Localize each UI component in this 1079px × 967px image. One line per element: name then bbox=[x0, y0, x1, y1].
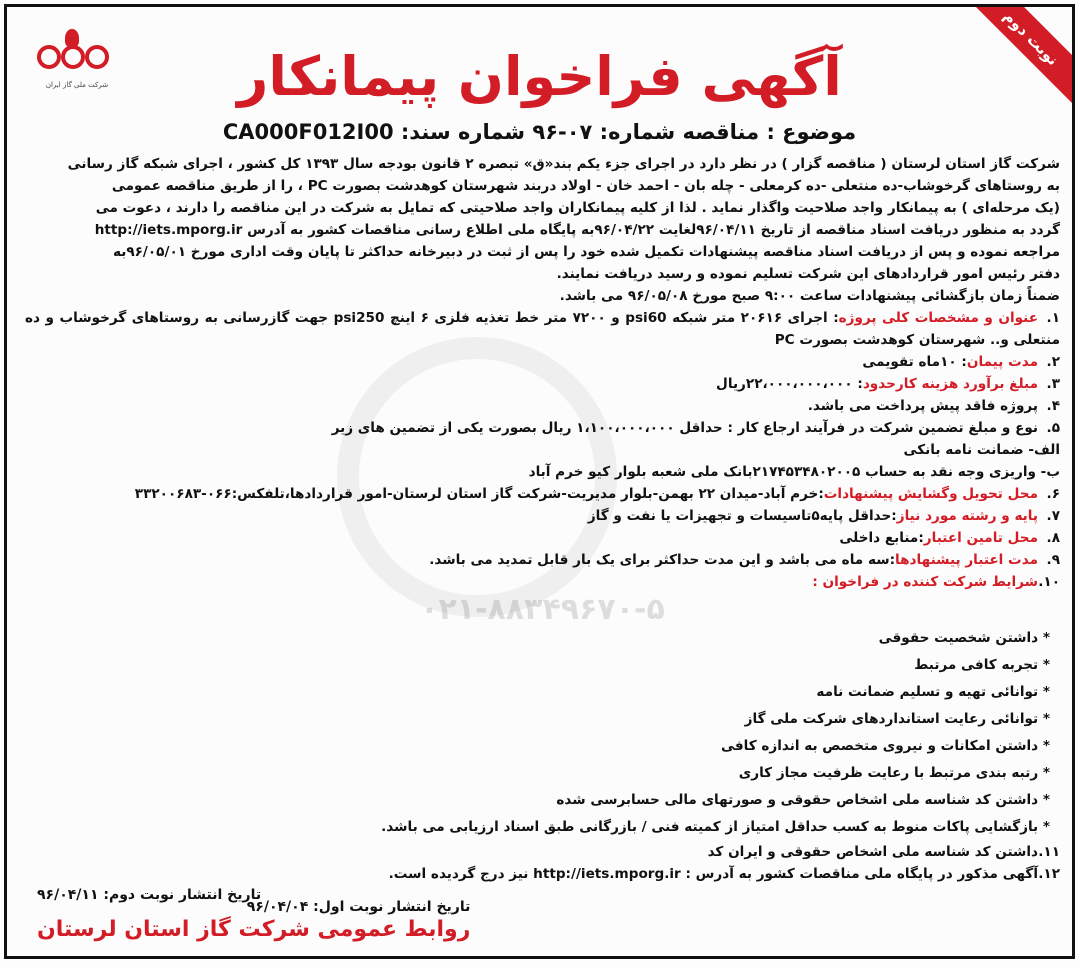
signature bbox=[37, 899, 470, 942]
item-label: مبلغ برآورد هزینه کارحدود bbox=[862, 376, 1038, 392]
condition-item: * داشتن شخصیت حقوقی bbox=[878, 630, 1050, 646]
tender-item bbox=[25, 527, 1060, 549]
intro-line: گردد به منظور دریافت اسناد مناقصه از تاریخ ۹۶/۰۴/۱۱لغایت ۹۶/۰۴/۲۲به پایگاه ملی اطلاع رسانی مناقصات کشور به آدرس http://iets.mporg.ir bbox=[94, 222, 1060, 238]
public-relations-signature: روابط عمومی شرکت گاز استان لرستان bbox=[37, 917, 471, 942]
tender-item bbox=[25, 417, 1060, 439]
intro-line: دفتر رئیس امور قراردادهای این شرکت تسلیم نموده و رسید دریافت نمایند. bbox=[556, 266, 1060, 282]
item-number: ۵. bbox=[1046, 420, 1060, 436]
item-number: ۸. bbox=[1046, 530, 1060, 546]
logo-caption: شرکت ملی گاز ایران bbox=[45, 81, 109, 89]
item-text: :حداقل پایه۵تاسیسات و تجهیزات یا نفت و گاز bbox=[587, 508, 897, 524]
item-label: پایه و رشته مورد نیاز bbox=[896, 508, 1038, 524]
item-label: محل تامین اعتبار bbox=[923, 530, 1038, 546]
condition-item: * تجربه کافی مرتبط bbox=[914, 657, 1050, 673]
item-text: نوع و مبلغ تضمین شرکت در فرآیند ارجاع کار : حداقل ۱،۱۰۰،۰۰۰،۰۰۰ ریال بصورت یکی از تضمین های زیر bbox=[331, 420, 1038, 436]
second-round-badge: نوبت دوم bbox=[959, 4, 1075, 110]
tender-subject: موضوع : مناقصه شماره: ۰۷-۹۶ شماره سند: CA000F012I00 bbox=[222, 120, 857, 144]
tender-items-2 bbox=[25, 483, 1060, 593]
intro-line: شرکت گاز استان لرستان ( مناقصه گزار ) در نظر دارد در اجرای جزء یکم بند«ق» تبصره ۲ قانون بودجه سال ۱۳۹۳ کل کشور ، اجرای شبکه گاز رسانی bbox=[67, 156, 1060, 172]
intro-line: به روستاهای گرخوشاب-ده منتعلی -ده کرمعلی - چله بان - احمد خان - اولاد دربند شهرستان کوهدشت بصورت PC ، را از طریق مناقصه عمومی bbox=[111, 178, 1060, 194]
item-text: : ۱۰ماه تقویمی bbox=[862, 354, 967, 370]
tender-item bbox=[25, 307, 1060, 351]
tender-items-3 bbox=[25, 841, 1060, 885]
intro-line: ضمناً زمان بازگشائی پیشنهادات ساعت ۹:۰۰ صبح مورخ ۹۶/۰۵/۰۸ می باشد. bbox=[559, 288, 1060, 304]
item-number: ۱۰. bbox=[1038, 574, 1060, 590]
tender-item bbox=[25, 373, 1060, 395]
item-label: محل تحویل وگشایش پیشنهادات bbox=[823, 486, 1038, 502]
item-text: آگهی مذکور در پایگاه ملی مناقصات کشور به آدرس : http://iets.mporg.ir نیز درج گردیده است. bbox=[388, 866, 1038, 882]
tender-item bbox=[25, 549, 1060, 571]
advertisement-page bbox=[4, 4, 1075, 959]
item-number: ۴. bbox=[1046, 398, 1060, 414]
tender-items bbox=[25, 307, 1060, 439]
item-text: :سه ماه می باشد و این مدت حداکثر برای یک بار قابل تمدید می باشد. bbox=[429, 552, 895, 568]
item-text: داشتن کد شناسه ملی اشخاص حقوقی و ایران کد bbox=[707, 844, 1038, 860]
intro-paragraph bbox=[25, 153, 1060, 307]
item-text: : ۲۲،۰۰۰،۰۰۰،۰۰۰ریال bbox=[716, 376, 863, 392]
item-label: شرایط شرکت کننده در فراخوان : bbox=[812, 574, 1038, 590]
tender-item bbox=[25, 483, 1060, 505]
ad-title: آگهی فراخوان پیمانکار bbox=[237, 45, 842, 108]
item-text: : اجرای ۲۰۶۱۶ متر شبکه psi60 و ۷۲۰۰ متر خط تغذیه فلزی ۶ اینچ psi250 جهت گازرسانی به روستاهای گرخوشاب و ده منتعلی و.. شهرستان کوهدشت بصورت PC bbox=[25, 310, 1060, 348]
tender-item bbox=[25, 505, 1060, 527]
ad-body bbox=[25, 153, 1060, 885]
tender-item bbox=[25, 351, 1060, 373]
intro-line: مراجعه نموده و پس از دریافت اسناد مناقصه پیشنهادات تکمیل شده خود را پس از ثبت در دبیرخانه حداکثر تا پایان وقت اداری مورخ ۹۶/۰۵/۰۱به bbox=[112, 244, 1060, 260]
phone-watermark: ۰۲۱-۸۸۳۴۹۶۷۰-۵ bbox=[420, 592, 665, 627]
condition-item: * توانائی تهیه و تسلیم ضمانت نامه bbox=[816, 684, 1050, 700]
item-label: مدت پیمان bbox=[966, 354, 1038, 370]
tender-item bbox=[25, 841, 1060, 863]
item-number: ۱۲. bbox=[1038, 866, 1060, 882]
condition-item: * داشتن امکانات و نیروی متخصص به اندازه کافی bbox=[720, 738, 1050, 754]
item-text: پروژه فاقد پیش پرداخت می باشد. bbox=[807, 398, 1038, 414]
item-number: ۳. bbox=[1046, 376, 1060, 392]
tender-item bbox=[25, 571, 1060, 593]
guarantee-option-a: الف- ضمانت نامه بانکی bbox=[903, 442, 1060, 458]
item-text: :خرم آباد-میدان ۲۲ بهمن-بلوار مدیریت-شرکت گاز استان لرستان-امور قراردادها،تلفکس:۰۶۶-۳۳۲۰۰۶۸۳ bbox=[134, 486, 824, 502]
guarantee-option-b: ب- واریزی وجه نقد به حساب ۲۱۷۴۵۳۴۸۰۲۰۰۵بانک ملی شعبه بلوار کیو خرم آباد bbox=[528, 464, 1060, 480]
condition-item: * رتبه بندی مرتبط با رعایت ظرفیت مجاز کاری bbox=[738, 765, 1050, 781]
condition-item: * بازگشایی پاکات منوط به کسب حداقل امتیاز از کمیته فنی / بازرگانی طبق اسناد ارزیابی می باشد. bbox=[381, 819, 1050, 835]
publish-second-date: تاریخ انتشار نوبت دوم: ۹۶/۰۴/۱۱ bbox=[37, 887, 262, 903]
condition-item: * توانائی رعایت استانداردهای شرکت ملی گاز bbox=[744, 711, 1050, 727]
tender-item bbox=[25, 395, 1060, 417]
conditions-list bbox=[25, 625, 1060, 841]
publish-first-date: تاریخ انتشار نوبت اول: ۹۶/۰۴/۰۴ bbox=[246, 899, 471, 915]
item-number: ۱۱. bbox=[1038, 844, 1060, 860]
item-number: ۹. bbox=[1046, 552, 1060, 568]
condition-item: * داشتن کد شناسه ملی اشخاص حقوقی و صورتهای مالی حسابرسی شده bbox=[556, 792, 1050, 808]
item-label: مدت اعتبار پیشنهادها bbox=[895, 552, 1038, 568]
item-label: عنوان و مشخصات کلی پروژه bbox=[838, 310, 1039, 326]
item-number: ۲. bbox=[1046, 354, 1060, 370]
item-number: ۷. bbox=[1046, 508, 1060, 524]
intro-line: (یک مرحله‌ای ) به پیمانکار واجد صلاحیت واگذار نماید . لذا از کلیه پیمانکاران واجد صلاحیتی که تمایل به شرکت در این مناقصه را دارند ، دعوت می bbox=[95, 200, 1060, 216]
item-number: ۶. bbox=[1046, 486, 1060, 502]
item-text: :منابع داخلی bbox=[839, 530, 924, 546]
item-number: ۱. bbox=[1046, 310, 1061, 326]
